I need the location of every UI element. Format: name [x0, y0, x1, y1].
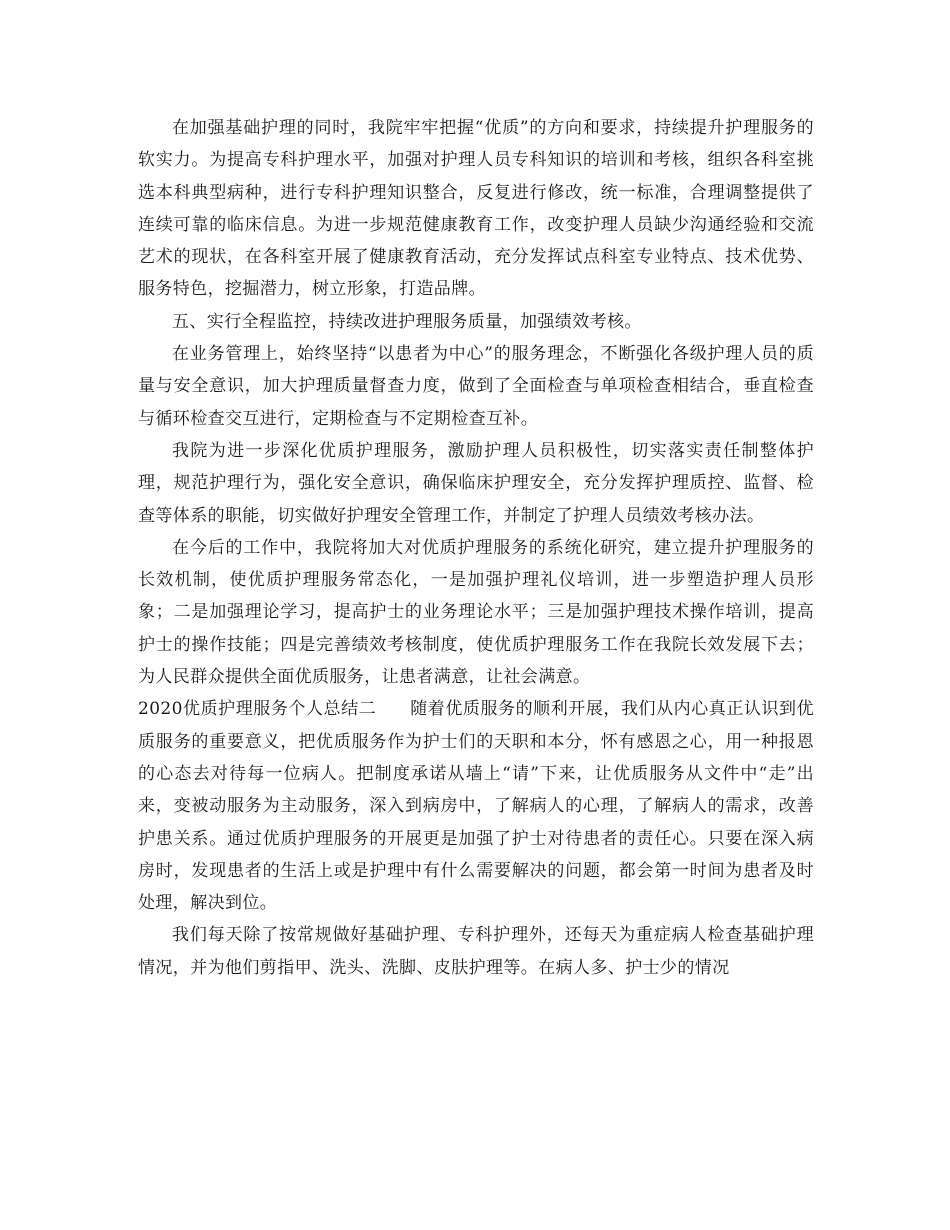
paragraph-section-five-heading: 五、实行全程监控，持续改进护理服务质量，加强绩效考核。: [172, 311, 642, 332]
paragraph-summary-two: [138, 693, 814, 919]
paragraph-deepen-quality-service: 我院为进一步深化优质护理服务，激励护理人员积极性，切实落实责任制整体护理，规范护理行为，强化安全意识，确保临床护理安全，充分发挥护理质控、监督、检查等体系的职能，切实做好护理安全管理工作，并制定了护理人员绩效考核办法。: [138, 440, 814, 526]
paragraph-daily-care: 我们每天除了按常规做好基础护理、专科护理外，还每天为重症病人检查基础护理情况，并为他们剪指甲、洗头、洗脚、皮肤护理等。在病人多、护士少的情况: [138, 925, 814, 978]
paragraph-future-work: 在今后的工作中，我院将加大对优质护理服务的系统化研究，建立提升护理服务的长效机制，使优质护理服务常态化，一是加强护理礼仪培训，进一步塑造护理人员形象；二是加强理论学习，提高护士的业务理论水平；三是加强护理技术操作培训，提高护士的操作技能；四是完善绩效考核制度，使优质护理服务工作在我院长效发展下去；为人民群众提供全面优质服务，让患者满意，让社会满意。: [138, 537, 814, 688]
section-intro-text: 随着优质服务的顺利开展，我们从内心真正认识到优质服务的重要意义，把优质服务作为护士们的天职和本分，怀有感恩之心，用一种报恩的心态去对待每一位病人。把制度承诺从墙上“请”下来，让优质服务从文件中“走”出来，变被动服务为主动服务，深入到病房中，了解病人的心理，了解病人的需求，改善护患关系。通过优质护理服务的开展更是加强了护士对待患者的责任心。只要在深入病房时，发现患者的生活上或是护理中有什么需要解决的问题，都会第一时间为患者及时处理，解决到位。: [138, 699, 814, 914]
paragraph-basic-nursing: 在加强基础护理的同时，我院牢牢把握“优质”的方向和要求，持续提升护理服务的软实力。为提高专科护理水平，加强对护理人员专科知识的培训和考核，组织各科室挑选本科典型病种，进行专科护理知识整合，反复进行修改，统一标准，合理调整提供了连续可靠的临床信息。为进一步规范健康教育工作，改变护理人员缺少沟通经验和交流艺术的现状，在各科室开展了健康教育活动，充分发挥试点科室专业特点、技术优势、服务特色，挖掘潜力，树立形象，打造品牌。: [138, 118, 814, 300]
section-title: 2020优质护理服务个人总结二: [138, 699, 377, 720]
paragraph-business-management: 在业务管理上，始终坚持“以患者为中心”的服务理念，不断强化各级护理人员的质量与安全意识，加大护理质量督查力度，做到了全面检查与单项检查相结合，垂直检查与循环检查交互进行，定期检查与不定期检查互补。: [138, 344, 814, 429]
document-body: [138, 112, 814, 984]
